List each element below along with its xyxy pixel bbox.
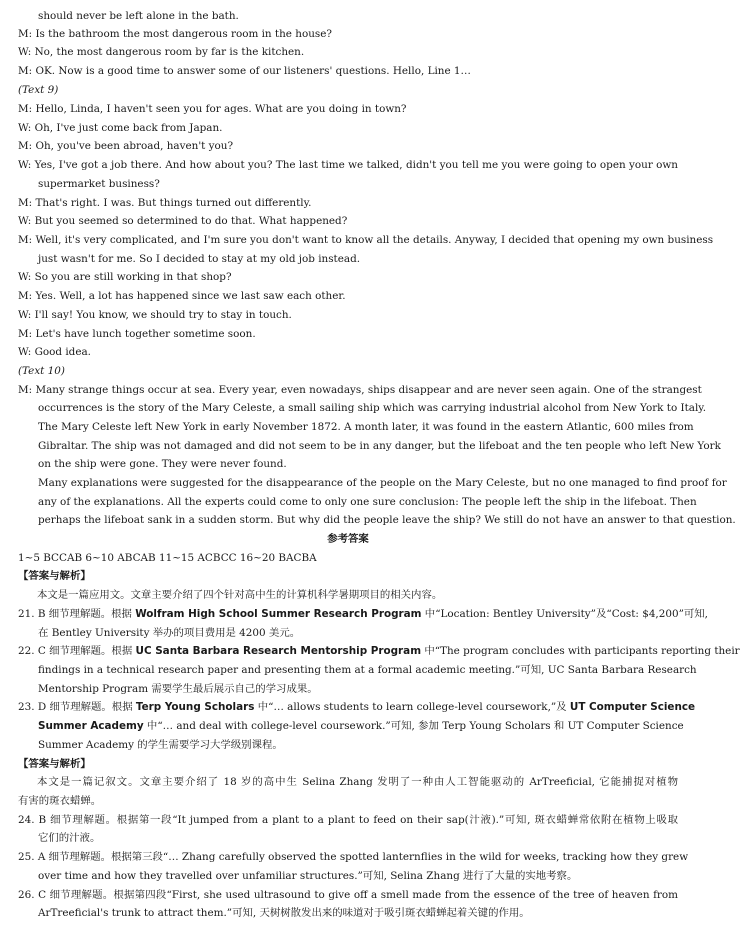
text-run: 中“… and deal with college-level coursework.”可知, 参加 Terp Young Scholars 和 UT Computer Science <box>143 720 684 732</box>
text-run: M: Is the bathroom the most dangerous room in the house? <box>18 28 332 40</box>
text-run: 22. C 细节理解题。根据 <box>18 645 136 657</box>
text-line <box>18 81 678 99</box>
text-line <box>38 680 678 698</box>
text-run: M: Yes. Well, a lot has happened since we last saw each other. <box>18 290 346 302</box>
text-run: W: I'll say! You know, we should try to stay in touch. <box>18 309 292 321</box>
text-line <box>38 624 678 642</box>
text-line <box>37 773 678 791</box>
text-run: Terp Young Scholars <box>135 701 255 713</box>
text-line <box>18 100 678 118</box>
text-run: should never be left alone in the bath. <box>38 10 239 22</box>
text-line <box>18 698 696 716</box>
text-run: Gibraltar. The ship was not damaged and did not seem to be in any danger, but the lifeboat and the ten people who left New York <box>38 440 721 452</box>
text-run: M: Well, it's very complicated, and I'm sure you don't want to know all the details. Anyway, I decided that opening my own business <box>18 234 714 246</box>
text-line <box>38 175 678 193</box>
text-run: 参考答案 <box>327 533 369 545</box>
text-line <box>38 455 678 473</box>
text-run: Summer Academy 的学生需要学习大学级别课程。 <box>38 739 283 751</box>
text-line <box>18 231 714 249</box>
text-run: ArTreeficial's trunk to attract them.”可知, 天树树散发出来的味道对于吸引斑衣蜡蝉起着关键的作用。 <box>38 907 530 919</box>
text-run: 本文是一篇记叙文。文章主要介绍了 18 岁的高中生 Selina Zhang 发明了一种由人工智能驱动的 ArTreeficial, 它能捕捉对植物 <box>37 776 678 788</box>
text-run: M: Let's have lunch together sometime soon. <box>18 328 256 340</box>
text-run: 在 Bentley University 举办的项目费用是 4200 美元。 <box>38 627 301 639</box>
text-line <box>18 811 678 829</box>
text-run: 它们的汁液。 <box>38 832 101 844</box>
text-run: occurrences is the story of the Mary Celeste, a small sailing ship which was carrying industrial alcohol from New York to Italy. <box>38 402 707 414</box>
text-run: on the ship were gone. They were never found. <box>38 458 287 470</box>
text-run: 25. A 细节理解题。根据第三段“… Zhang carefully observed the spotted lanternflies in the wild for weeks, tracking how they grew <box>18 851 689 863</box>
text-line <box>18 137 678 155</box>
text-line <box>18 194 678 212</box>
text-run: W: Yes, I've got a job there. And how about you? The last time we talked, didn't you tell me you were going to open your own <box>18 159 678 171</box>
text-run: perhaps the lifeboat sank in a sudden storm. But why did the people leave the ship? We still do not have an answer to that question. <box>38 514 736 526</box>
text-line <box>38 867 678 885</box>
text-run: 24. B 细节理解题。根据第一段“It jumped from a plant to a plant to feed on their sap(汁液).”可知, 斑衣蜡蝉常依附在植物上吸取 <box>18 814 678 826</box>
text-line <box>38 474 727 492</box>
text-line <box>37 586 678 604</box>
text-line <box>18 605 708 623</box>
text-line <box>38 511 736 529</box>
text-line <box>38 829 678 847</box>
text-run: Many explanations were suggested for the disappearance of the people on the Mary Celeste, but no one managed to find proof for <box>38 477 727 489</box>
text-line <box>18 381 702 399</box>
text-run: Wolfram High School Summer Research Program <box>135 608 422 620</box>
text-run: M: OK. Now is a good time to answer some of our listeners' questions. Hello, Line 1… <box>18 65 471 77</box>
text-run: W: Oh, I've just come back from Japan. <box>18 122 223 134</box>
text-line <box>18 119 678 137</box>
text-run: 【答案与解析】 <box>18 570 91 582</box>
text-line <box>38 418 694 436</box>
text-line <box>18 25 678 43</box>
text-run: Mentorship Program 需要学生最后展示自己的学习成果。 <box>38 683 318 695</box>
text-run: M: Many strange things occur at sea. Every year, even nowadays, ships disappear and are never seen again. One of the strangest <box>18 384 702 396</box>
text-line <box>18 362 678 380</box>
text-run: UT Computer Science <box>569 701 696 713</box>
text-line <box>18 886 678 904</box>
text-line <box>18 62 678 80</box>
text-line <box>38 437 721 455</box>
text-line <box>18 343 678 361</box>
text-run: W: But you seemed so determined to do that. What happened? <box>18 215 348 227</box>
text-run: W: No, the most dangerous room by far is the kitchen. <box>18 46 305 58</box>
text-line <box>38 7 678 25</box>
text-line <box>18 268 678 286</box>
text-line <box>18 325 678 343</box>
text-line <box>18 306 678 324</box>
text-line <box>18 212 678 230</box>
text-line <box>38 250 678 268</box>
text-run: findings in a technical research paper and presenting them at a formal academic meeting.”可知, UC Santa Barbara Research <box>38 664 697 676</box>
text-run: 26. C 细节理解题。根据第四段“First, she used ultrasound to give off a smell made from the essence of the tree of heaven from <box>18 889 678 901</box>
text-run: M: Hello, Linda, I haven't seen you for ages. What are you doing in town? <box>18 103 407 115</box>
text-line <box>38 736 678 754</box>
text-run: 中“Location: Bentley University”及“Cost: $4,200”可知, <box>421 608 708 620</box>
text-run: M: Oh, you've been abroad, haven't you? <box>18 140 234 152</box>
text-line <box>38 493 697 511</box>
text-run: W: So you are still working in that shop? <box>18 271 232 283</box>
text-run: 23. D 细节理解题。根据 <box>18 701 136 713</box>
text-line <box>18 287 678 305</box>
text-run: (Text 10) <box>18 365 65 377</box>
text-line <box>18 792 678 810</box>
text-run: (Text 9) <box>18 84 59 96</box>
text-run: 【答案与解析】 <box>18 758 91 770</box>
text-run: Summer Academy <box>38 720 144 732</box>
text-run: any of the explanations. All the experts could come to only one sure conclusion: The people left the ship in the lifeboat. Then <box>38 496 697 508</box>
text-line <box>38 661 697 679</box>
text-line <box>38 904 678 922</box>
text-line <box>18 642 740 660</box>
text-run: just wasn't for me. So I decided to stay at my old job instead. <box>38 253 361 265</box>
text-run: supermarket business? <box>38 178 160 190</box>
text-line <box>18 755 678 773</box>
text-run: M: That's right. I was. But things turned out differently. <box>18 197 312 209</box>
text-run: 有害的斑衣蜡蝉。 <box>18 795 102 807</box>
text-run: W: Good idea. <box>18 346 91 358</box>
text-line <box>18 43 678 61</box>
text-line <box>18 567 678 585</box>
text-run: 本文是一篇应用文。文章主要介绍了四个针对高中生的计算机科学暑期项目的相关内容。 <box>37 589 443 601</box>
text-line <box>18 156 678 174</box>
text-run: over time and how they travelled over unfamiliar structures.”可知, Selina Zhang 进行了大量的实地考察。 <box>38 870 578 882</box>
text-line <box>38 399 707 417</box>
text-run: 中“… allows students to learn college-level coursework,”及 <box>254 701 570 713</box>
text-run: 21. B 细节理解题。根据 <box>18 608 136 620</box>
text-line <box>18 848 689 866</box>
text-run: 中“The program concludes with participants reporting their <box>421 645 740 657</box>
text-line <box>38 717 684 735</box>
text-run: UC Santa Barbara Research Mentorship Program <box>135 645 422 657</box>
text-run: 1~5 BCCAB 6~10 ABCAB 11~15 ACBCC 16~20 BACBA <box>18 552 317 564</box>
text-line <box>18 530 678 548</box>
text-run: The Mary Celeste left New York in early November 1872. A month later, it was found in the eastern Atlantic, 600 miles from <box>38 421 694 433</box>
text-line <box>18 549 678 567</box>
